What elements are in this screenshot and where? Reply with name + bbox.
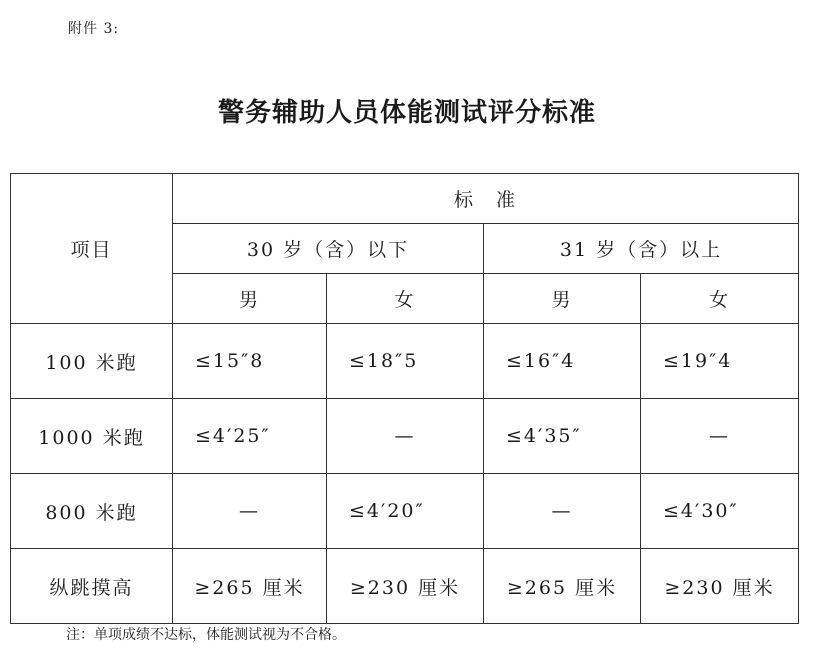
item-name: 1000 米跑 [11,399,173,474]
header-row-standard [11,174,799,224]
age-group-under-30: 30 岁（含）以下 [173,224,484,274]
gender-male-under-30: 男 [173,274,327,324]
table-row [11,549,799,624]
table-row [11,324,799,399]
value-cell: ≥265 厘米 [484,549,641,624]
gender-female-under-30: 女 [327,274,484,324]
value-cell: ≤4′25″ [173,399,327,474]
value-cell: ≤18″5 [327,324,484,399]
value-cell: ≤15″8 [173,324,327,399]
value-cell: — [327,399,484,474]
table-row [11,399,799,474]
value-cell: ≥265 厘米 [173,549,327,624]
value-cell: ≤4′35″ [484,399,641,474]
gender-female-over-31: 女 [641,274,799,324]
value-cell: — [641,399,799,474]
attachment-label: 附件 3: [68,21,120,37]
value-cell: ≤16″4 [484,324,641,399]
footnote: 注：单项成绩不达标，体能测试视为不合格。 [66,627,346,643]
age-group-over-31: 31 岁（含）以上 [484,224,799,274]
item-name: 纵跳摸高 [11,549,173,624]
document-title: 警务辅助人员体能测试评分标准 [217,98,596,128]
value-cell: ≤4′30″ [641,474,799,549]
value-cell: ≤19″4 [641,324,799,399]
value-cell: ≥230 厘米 [641,549,799,624]
value-cell: — [173,474,327,549]
item-header: 项目 [11,174,173,324]
standard-header: 标 准 [173,174,799,224]
table-row [11,474,799,549]
value-cell: ≤4′20″ [327,474,484,549]
scoring-standard-table [10,173,799,624]
gender-male-over-31: 男 [484,274,641,324]
value-cell: ≥230 厘米 [327,549,484,624]
item-name: 800 米跑 [11,474,173,549]
item-name: 100 米跑 [11,324,173,399]
value-cell: — [484,474,641,549]
